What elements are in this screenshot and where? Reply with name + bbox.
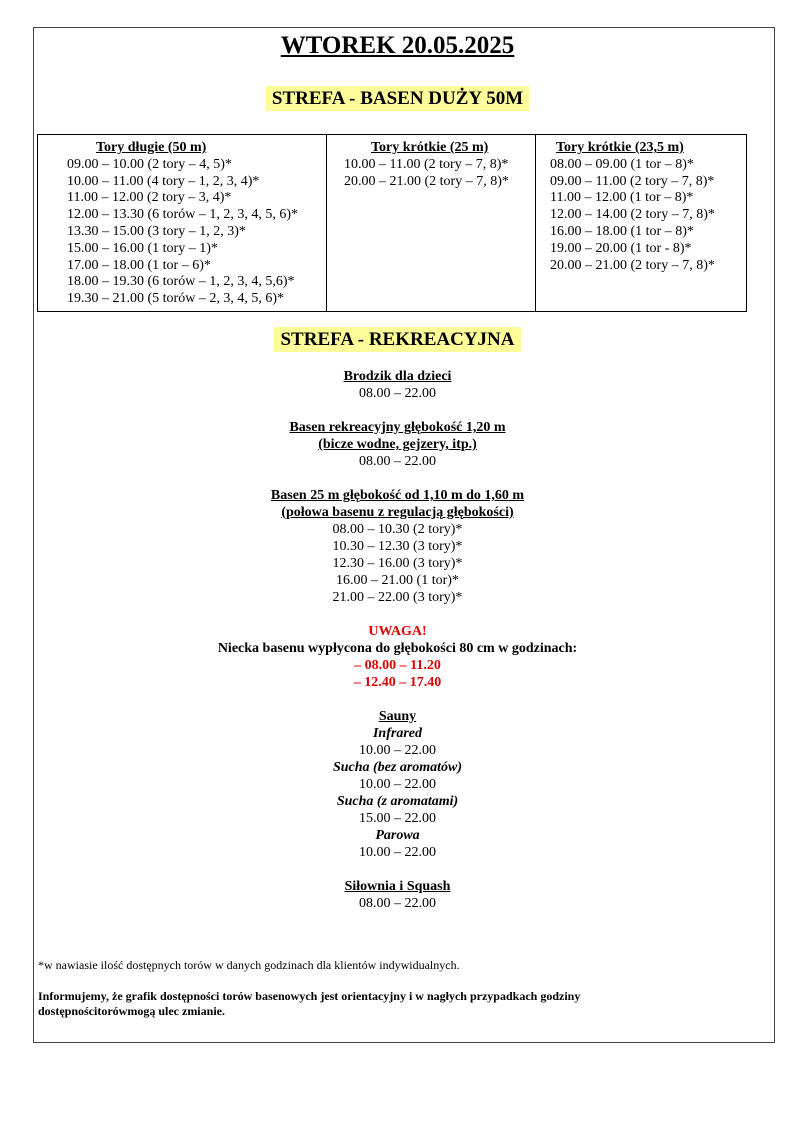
lanes-table [37,134,747,312]
pool25-slot: 21.00 – 22.00 (3 tory)* [332,590,463,605]
lane-slot: 10.00 – 11.00 (2 tory – 7, 8)* [344,156,509,172]
sauna-hours: 10.00 – 22.00 [359,777,436,792]
lane-slot: 11.00 – 12.00 (2 tory – 3, 4)* [67,190,232,206]
sauna-hours: 10.00 – 22.00 [359,743,436,758]
rec-pool-hours: 08.00 – 22.00 [359,454,436,469]
pool25-slot: 12.30 – 16.00 (3 tory)* [332,556,463,571]
lane-slot: 20.00 – 21.00 (2 tory – 7, 8)* [344,173,509,189]
saunas-title: Sauny [378,709,417,724]
zone-big-heading-text: STREFA - BASEN DUŻY 50M [266,86,529,111]
sauna-name: Sucha (z aromatami) [336,794,459,809]
warning-time: – 12.40 – 17.40 [353,675,442,690]
gym-title: Siłownia i Squash [344,879,451,894]
zone-big-heading [0,88,795,110]
sauna-name: Infrared [372,726,422,741]
lanes-footnote: *w nawiasie ilość dostępnych torów w danych godzinach dla klientów indywidualnych. [38,958,460,972]
lane-slot: 09.00 – 11.00 (2 tory – 7, 8)* [550,173,715,189]
zone-rec-heading-text: STREFA - REKREACYJNA [274,327,520,352]
lane-slot: 19.00 – 20.00 (1 tor - 8)* [550,240,692,256]
info-note-line: Informujemy, że grafik dostępności torów basenowych jest orientacyjny i w nagłych przypadkach godziny [38,989,581,1003]
sauna-name: Parowa [375,828,420,843]
lane-slot: 17.00 – 18.00 (1 tor – 6)* [67,257,211,273]
lane-slot: 12.00 – 13.30 (6 torów – 1, 2, 3, 4, 5, 6)* [67,207,298,223]
pool25-title: Basen 25 m głębokość od 1,10 m do 1,60 m [270,488,525,503]
sauna-hours: 15.00 – 22.00 [359,811,436,826]
warning-time: – 08.00 – 11.20 [354,658,441,673]
lanes-column-short-23-5 [536,135,747,312]
column-title: Tory długie (50 m) [96,140,207,155]
lane-slot: 10.00 – 11.00 (4 tory – 1, 2, 3, 4)* [67,173,260,189]
lane-slot: 09.00 – 10.00 (2 tory – 4, 5)* [67,156,232,172]
lane-slot: 16.00 – 18.00 (1 tor – 8)* [550,223,694,239]
lane-slot: 19.30 – 21.00 (5 torów – 2, 3, 4, 5, 6)* [67,291,284,307]
lane-slot: 13.30 – 15.00 (3 tory – 1, 2, 3)* [67,223,246,239]
warning-label: UWAGA! [368,624,427,639]
lane-slot: 08.00 – 09.00 (1 tor – 8)* [550,156,694,172]
lanes-column-short-25 [327,135,536,312]
info-note [38,989,738,1019]
sauna-hours: 10.00 – 22.00 [359,845,436,860]
recreation-schedule [0,368,795,912]
column-title: Tory krótkie (23,5 m) [556,140,684,155]
pool25-slot: 10.30 – 12.30 (3 tory)* [332,539,463,554]
info-note-line: dostępnościtorówmogą ulec zmianie. [38,1004,225,1018]
warning-text: Niecka basenu wypłycona do głębokości 80 cm w godzinach: [217,641,578,656]
rec-pool-title: Basen rekreacyjny głębokość 1,20 m [289,420,506,435]
kids-pool-title: Brodzik dla dzieci [343,369,452,384]
sauna-name: Sucha (bez aromatów) [332,760,463,775]
lane-slot: 11.00 – 12.00 (1 tor – 8)* [550,190,694,206]
lane-slot: 20.00 – 21.00 (2 tory – 7, 8)* [550,257,715,273]
pool25-slot: 16.00 – 21.00 (1 tor)* [336,573,459,588]
column-title: Tory krótkie (25 m) [371,140,489,155]
lane-slot: 12.00 – 14.00 (2 tory – 7, 8)* [550,207,715,223]
pool25-slot: 08.00 – 10.30 (2 tory)* [332,522,463,537]
gym-hours: 08.00 – 22.00 [359,896,436,911]
pool25-subtitle: (połowa basenu z regulacją głębokości) [281,505,514,520]
rec-pool-subtitle: (bicze wodne, gejzery, itp.) [318,437,477,452]
lane-slot: 15.00 – 16.00 (1 tory – 1)* [67,240,218,256]
page-title: WTOREK 20.05.2025 [280,32,515,59]
kids-pool-hours: 08.00 – 22.00 [359,386,436,401]
zone-rec-heading [0,329,795,351]
lanes-column-long [38,135,327,312]
lane-slot: 18.00 – 19.30 (6 torów – 1, 2, 3, 4, 5,6)* [67,274,295,290]
